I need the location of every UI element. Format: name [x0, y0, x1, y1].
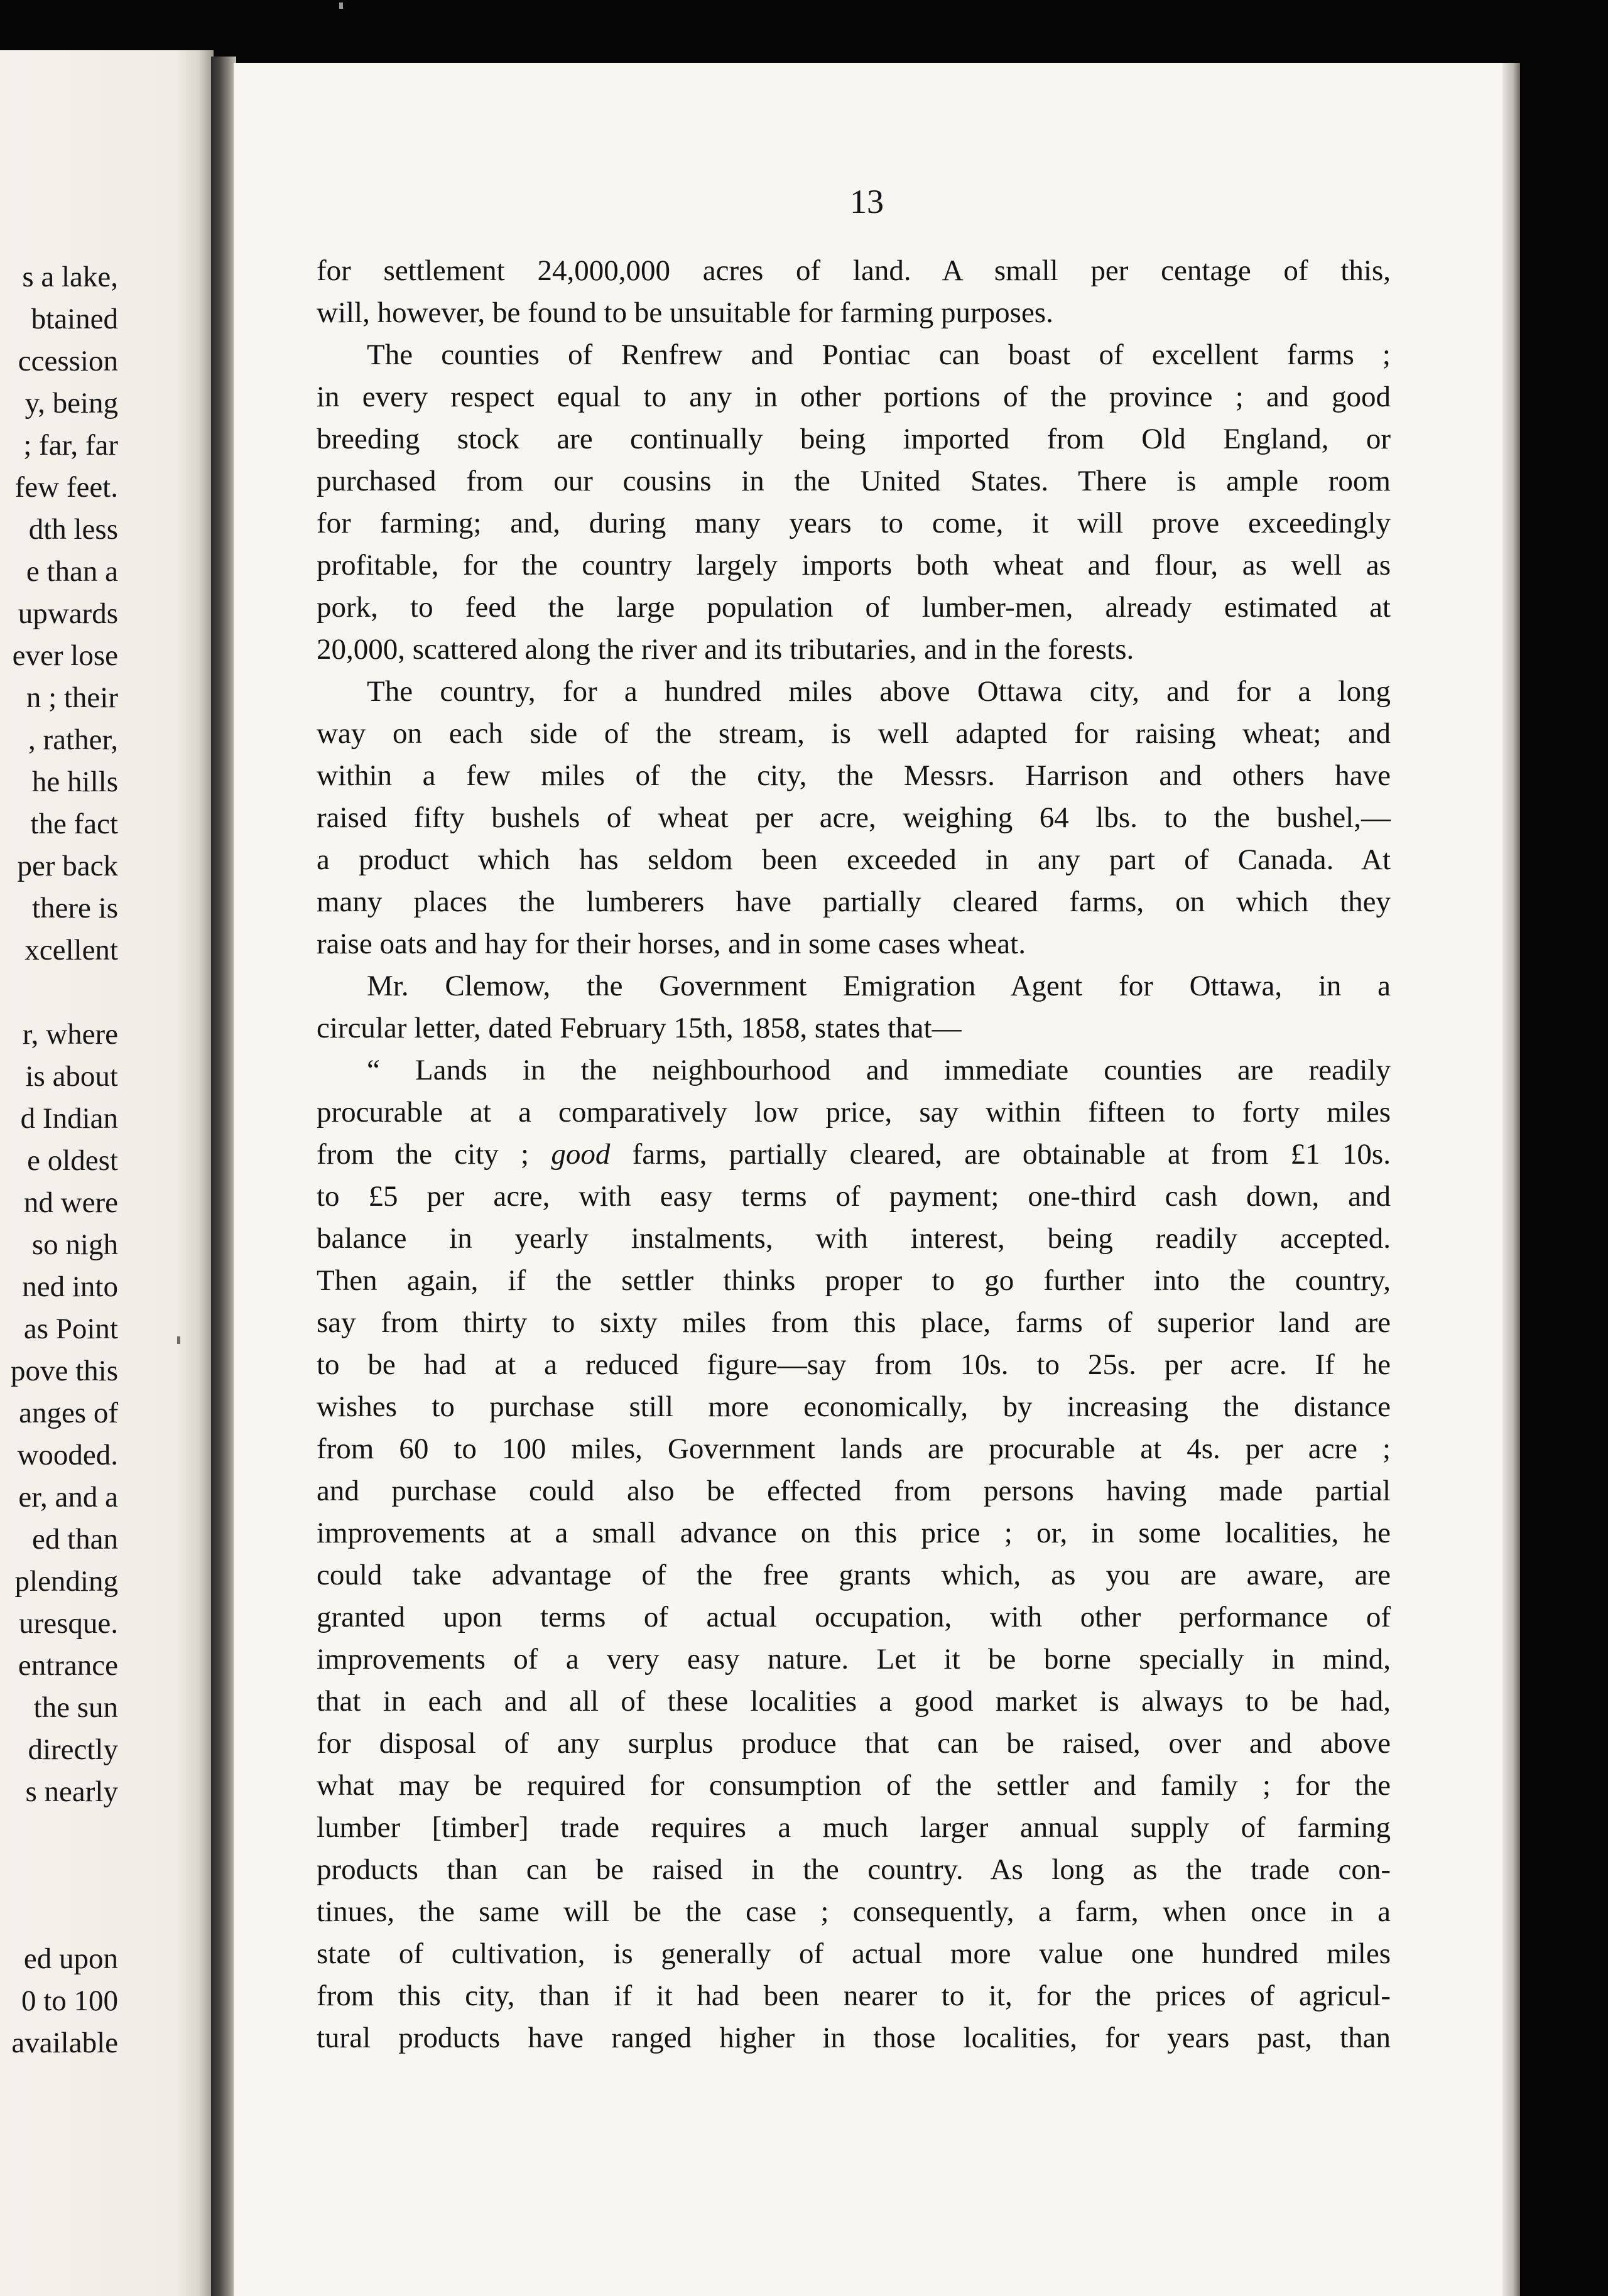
page-number: 13	[850, 183, 884, 220]
text-line: breeding stock are continually being imported from Old England, or	[317, 423, 1391, 455]
text-line: wishes to purchase still more economically, by increasing the distance	[317, 1390, 1391, 1423]
left-page-line: er, and a	[18, 1481, 118, 1514]
text-line: for settlement 24,000,000 acres of land. A small per centage of this,	[317, 254, 1391, 287]
text-line: balance in yearly instalments, with interest, being readily accepted.	[317, 1222, 1391, 1255]
text-line: The country, for a hundred miles above Ottawa city, and for a long	[367, 675, 1391, 708]
left-page-line: d Indian	[20, 1102, 118, 1135]
left-page-line: ned into	[22, 1270, 118, 1303]
left-page-line: he hills	[31, 766, 118, 798]
text-line: profitable, for the country largely imports both wheat and flour, as well as	[317, 549, 1391, 582]
text-line: improvements of a very easy nature. Let it be borne specially in mind,	[317, 1643, 1391, 1676]
left-page-line: is about	[25, 1060, 118, 1093]
italic-word: good	[551, 1138, 611, 1171]
text-line: raise oats and hay for their horses, and in some cases wheat.	[317, 928, 1026, 960]
text-line: say from thirty to sixty miles from this place, farms of superior land are	[317, 1306, 1391, 1339]
text-line: purchased from our cousins in the United States. There is ample room	[317, 465, 1391, 497]
left-page-line: ; far, far	[23, 429, 118, 462]
text-line: and purchase could also be effected from persons having made partial	[317, 1475, 1391, 1507]
left-page-line: directly	[28, 1733, 118, 1766]
text-line: for disposal of any surplus produce that can be raised, over and above	[317, 1727, 1391, 1760]
text-line: granted upon terms of actual occupation, with other performance of	[317, 1601, 1391, 1633]
left-page-line: ed upon	[23, 1942, 118, 1975]
left-page-line: available	[11, 2027, 118, 2059]
text-line: will, however, be found to be unsuitable for farming purposes.	[317, 296, 1053, 329]
left-page-line: s a lake,	[22, 261, 118, 293]
text-line: procurable at a comparatively low price, say within fifteen to forty miles	[317, 1096, 1391, 1129]
text-line: for farming; and, during many years to come, it will prove exceedingly	[317, 507, 1391, 539]
scan-speck	[339, 3, 343, 9]
text-line: to £5 per acre, with easy terms of payment; one-third cash down, and	[317, 1180, 1391, 1213]
text-line: 20,000, scattered along the river and its tributaries, and in the forests.	[317, 633, 1134, 666]
left-page-line: btained	[31, 303, 118, 335]
left-page-line: y, being	[24, 387, 118, 420]
left-page-line: ccession	[18, 345, 118, 377]
left-page-line: e oldest	[27, 1144, 118, 1177]
text-line: tinues, the same will be the case ; consequently, a farm, when once in a	[317, 1895, 1391, 1928]
left-page-line: the sun	[33, 1691, 118, 1724]
text-segment: farms, partially cleared, are obtainable at from £1 10s.	[610, 1138, 1391, 1171]
left-page-line: n ; their	[26, 681, 118, 714]
left-page-line: entrance	[18, 1649, 118, 1682]
text-line: lumber [timber] trade requires a much larger annual supply of farming	[317, 1811, 1391, 1844]
text-line: a product which has seldom been exceeded in any part of Canada. At	[317, 843, 1391, 876]
text-line: products than can be raised in the country. As long as the trade con-	[317, 1853, 1391, 1886]
left-page-line: e than a	[26, 555, 118, 588]
left-page-line: pove this	[10, 1355, 118, 1387]
text-line: state of cultivation, is generally of actual more value one hundred miles	[317, 1937, 1391, 1970]
main-page	[234, 63, 1502, 2296]
text-segment: from the city ;	[317, 1138, 551, 1171]
left-page-line: so nigh	[31, 1228, 118, 1261]
text-line: improvements at a small advance on this price ; or, in some localities, he	[317, 1517, 1391, 1549]
text-line: from this city, than if it had been nearer to it, for the prices of agricul-	[317, 1979, 1391, 2012]
text-line: many places the lumberers have partially cleared farms, on which they	[317, 885, 1391, 918]
text-line	[317, 1139, 1391, 1170]
text-line: Mr. Clemow, the Government Emigration Agent for Ottawa, in a	[367, 970, 1391, 1002]
left-page-line: there is	[31, 892, 118, 924]
left-page-line: , rather,	[28, 723, 118, 756]
text-line: Then again, if the settler thinks proper to go further into the country,	[317, 1264, 1391, 1297]
left-page-line: dth less	[28, 513, 118, 546]
left-page-line: r, where	[22, 1018, 118, 1051]
scan-speck	[177, 1336, 180, 1344]
text-line: from 60 to 100 miles, Government lands are procurable at 4s. per acre ;	[317, 1432, 1391, 1465]
text-line: that in each and all of these localities a good market is always to be had,	[317, 1685, 1391, 1718]
left-page-line: nd were	[23, 1186, 118, 1219]
text-line: to be had at a reduced figure—say from 10s. to 25s. per acre. If he	[317, 1348, 1391, 1381]
left-page-line: wooded.	[17, 1439, 118, 1471]
left-page-line: xcellent	[24, 934, 118, 967]
text-line: raised fifty bushels of wheat per acre, weighing 64 lbs. to the bushel,—	[317, 801, 1391, 834]
left-page-line: as Point	[23, 1313, 118, 1345]
text-line: within a few miles of the city, the Messrs. Harrison and others have	[317, 759, 1391, 792]
left-facing-page	[0, 50, 214, 2296]
left-page-line: 0 to 100	[21, 1985, 118, 2017]
left-page-line: the fact	[30, 808, 118, 840]
text-line: circular letter, dated February 15th, 1858, states that—	[317, 1012, 962, 1044]
text-line: in every respect equal to any in other portions of the province ; and good	[317, 381, 1391, 413]
left-page-line: few feet.	[14, 471, 118, 504]
left-page-line: upwards	[18, 597, 118, 630]
left-page-line: plending	[14, 1565, 118, 1598]
text-line: pork, to feed the large population of lumber-men, already estimated at	[317, 591, 1391, 624]
left-page-line: anges of	[19, 1397, 118, 1429]
left-page-line: uresque.	[19, 1607, 118, 1640]
text-line: could take advantage of the free grants which, as you are aware, are	[317, 1559, 1391, 1591]
text-line: “ Lands in the neighbourhood and immediate counties are readily	[367, 1054, 1391, 1086]
page-edge-shadow	[1502, 63, 1520, 2296]
text-line: The counties of Renfrew and Pontiac can boast of excellent farms ;	[367, 338, 1391, 371]
text-line: tural products have ranged higher in those localities, for years past, than	[317, 2022, 1391, 2054]
left-page-line: per back	[17, 850, 118, 882]
left-page-line: ed than	[31, 1523, 118, 1556]
text-line: way on each side of the stream, is well adapted for raising wheat; and	[317, 717, 1391, 750]
left-page-line: s nearly	[25, 1775, 118, 1808]
book-gutter-shadow	[211, 57, 236, 2296]
text-line: what may be required for consumption of the settler and family ; for the	[317, 1769, 1391, 1802]
left-page-line: ever lose	[12, 639, 118, 672]
